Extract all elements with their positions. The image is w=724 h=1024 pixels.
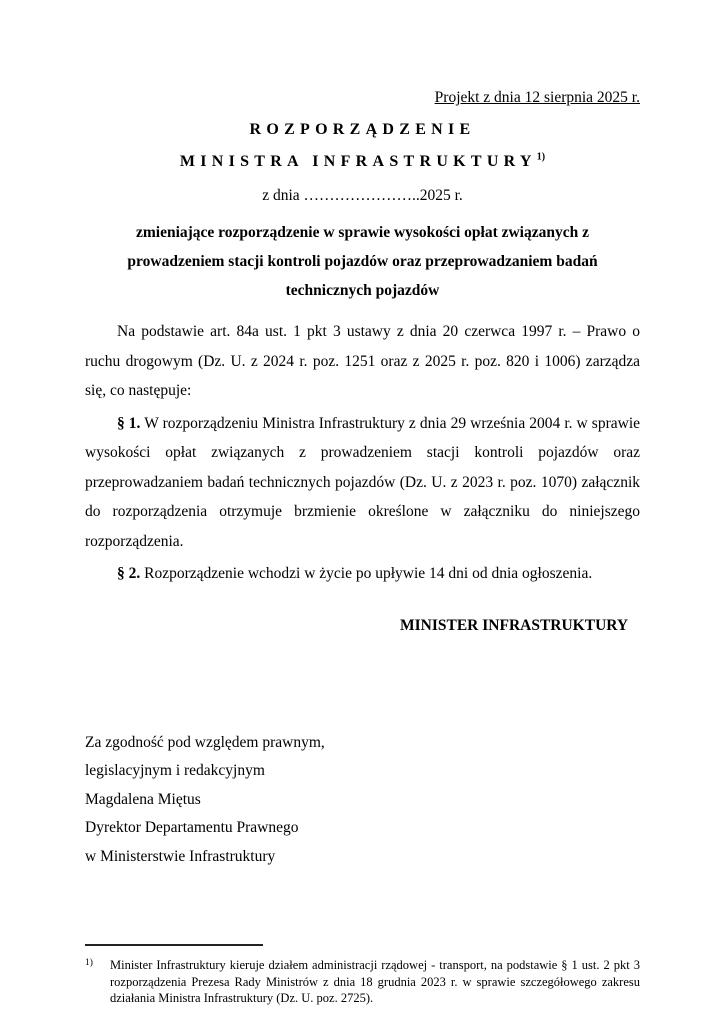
date-placeholder-line: z dnia …………………..2025 r. <box>262 187 463 204</box>
section-2-lead: § 2. <box>117 565 141 582</box>
approval-line: legislacyjnym i redakcyjnym <box>85 762 265 779</box>
section-1-paragraph <box>85 409 640 557</box>
footnote-separator-rule <box>85 944 263 946</box>
section-1-text: W rozporządzeniu Ministra Infrastruktury z dnia 29 września 2004 r. w sprawie wysokości opłat związanych z prowadzeniem stacji kontroli pojazdów oraz przeprowadzaniem badań technicznych pojazdów (Dz. U. z 2023 r. poz. 1070) załącznik do rozporządzenia otrzymuje brzmienie określone w załączniku do niniejszego rozporządzenia. <box>85 414 641 550</box>
subject-title: zmieniające rozporządzenie w sprawie wysokości opłat związanych z prowadzeniem stacji kontroli pojazdów oraz przeprowadzaniem badań technicznych pojazdów <box>127 224 598 299</box>
footnote-reference: 1) <box>536 151 546 163</box>
document-type-heading <box>85 119 640 140</box>
approval-line: Magdalena Miętus <box>85 790 201 808</box>
issuer-text: MINISTRA INFRASTRUKTURY <box>179 153 537 170</box>
document-type-text: ROZPORZĄDZENIE <box>249 121 476 138</box>
legal-basis-paragraph <box>85 317 640 406</box>
footnote-text: Minister Infrastruktury kieruje działem administracji rządowej - transport, na podstawie § 1 ust. 2 pkt 3 rozporządzenia Prezesa Rady Ministrów z dnia 18 grudnia 2023 r. w sprawie szczegółowego zakresu działania Ministra Infrastruktury (Dz. U. poz. 2725). <box>110 958 640 1005</box>
paragraph-text: Na podstawie art. 84a ust. 1 pkt 3 ustawy z dnia 20 czerwca 1997 r. – Prawo o ruchu drogowym (Dz. U. z 2024 r. poz. 1251 oraz z 2025 r. poz. 820 i 1006) zarządza się, co następuje: <box>85 323 640 399</box>
footnote <box>85 957 640 1007</box>
project-date-line: Projekt z dnia 12 sierpnia 2025 r. <box>434 89 640 106</box>
approval-line: Dyrektor Departamentu Prawnego <box>85 819 299 836</box>
minister-signature: MINISTER INFRASTRUKTURY <box>400 616 629 634</box>
approval-line: Za zgodność pod względem prawnym, <box>85 733 325 751</box>
section-2-text: Rozporządzenie wchodzi w życie po upływie 14 dni od dnia ogłoszenia. <box>140 565 593 582</box>
footnote-marker: 1) <box>85 958 93 968</box>
approval-block <box>85 729 640 872</box>
approval-line: w Ministerstwie Infrastruktury <box>85 847 276 865</box>
section-1-lead: § 1. <box>117 414 141 432</box>
issuer-heading <box>85 151 640 172</box>
section-2-paragraph <box>85 559 640 589</box>
